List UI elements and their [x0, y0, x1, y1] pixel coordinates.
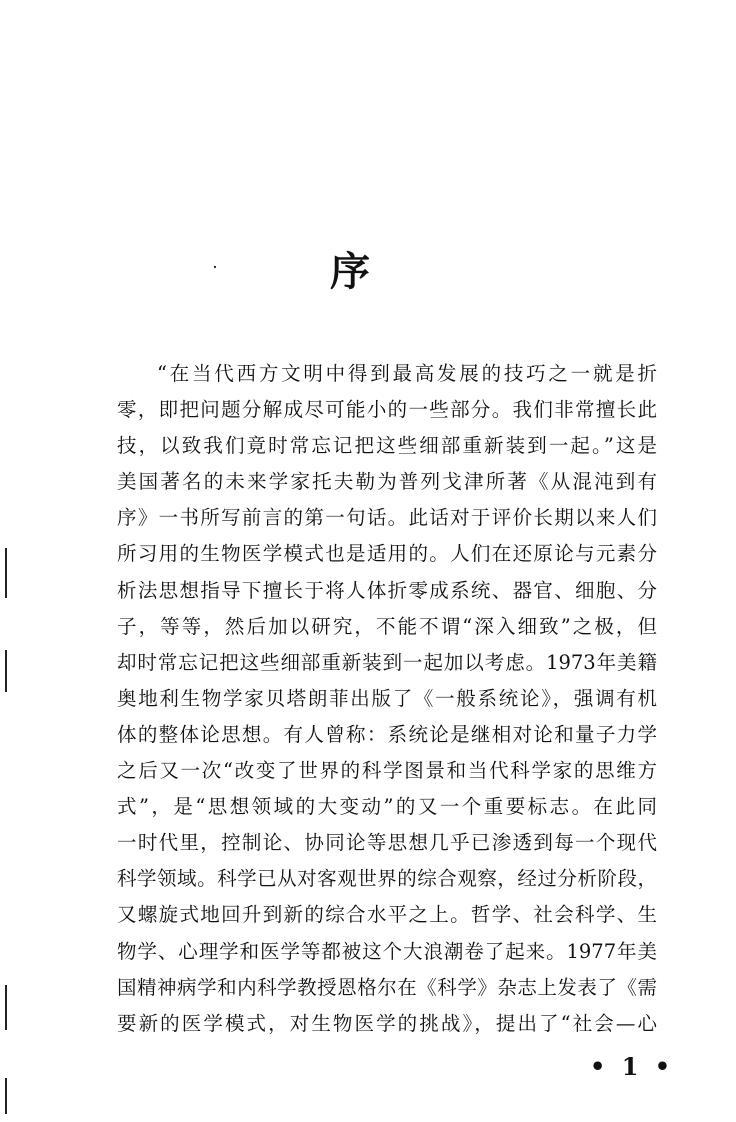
text-line: 要新的医学模式，对生物医学的挑战》，提出了“社会—心 [117, 1011, 657, 1035]
text-line: 一时代里，控制论、协同论等思想几乎已渗透到每一个现代 [117, 831, 657, 855]
text-line: 序》一书所写前言的第一句话。此话对于评价长期以来人们 [117, 506, 657, 530]
section-title: 序 [330, 248, 370, 295]
text-line: 所习用的生物医学模式也是适用的。人们在还原论与元素分 [117, 542, 657, 566]
text-line: 零，即把问题分解成尽可能小的一些部分。我们非常擅长此 [117, 398, 657, 422]
text-line: 科学领域。科学已从对客观世界的综合观察，经过分析阶段， [117, 867, 657, 891]
text-line: 子，等等，然后加以研究，不能不谓“深入细致”之极，但 [117, 614, 657, 638]
body-text [117, 356, 657, 1042]
text-line: 之后又一次“改变了世界的科学图景和当代科学家的思维方 [117, 759, 657, 783]
scan-edge-mark [5, 650, 7, 692]
page-number: • 1 • [590, 1052, 675, 1081]
scan-edge-mark [5, 1078, 7, 1114]
text-line: 美国著名的未来学家托夫勒为普列戈津所著《从混沌到有 [117, 470, 657, 494]
text-line: 技，以致我们竟时常忘记把这些细部重新装到一起。”这是 [117, 434, 657, 458]
text-line: 又螺旋式地回升到新的综合水平之上。哲学、社会科学、生 [117, 903, 657, 927]
text-line: 奥地利生物学家贝塔朗菲出版了《一般系统论》，强调有机 [117, 686, 657, 710]
text-line: 物学、心理学和医学等都被这个大浪潮卷了起来。1977年美 [117, 939, 657, 963]
text-line: 体的整体论思想。有人曾称：系统论是继相对论和量子力学 [117, 722, 657, 746]
text-line: “在当代西方文明中得到最高发展的技巧之一就是折 [157, 362, 657, 385]
scan-edge-mark [5, 985, 7, 1030]
text-line: 国精神病学和内科学教授恩格尔在《科学》杂志上发表了《需 [117, 975, 657, 999]
scan-edge-mark [5, 548, 7, 598]
text-line: 式”，是“思想领域的大变动”的又一个重要标志。在此同 [117, 795, 657, 819]
text-line: 却时常忘记把这些细部重新装到一起加以考虑。1973年美籍 [117, 650, 657, 674]
text-line: 析法思想指导下擅长于将人体折零成系统、器官、细胞、分 [117, 578, 657, 602]
scan-speck [214, 266, 216, 268]
